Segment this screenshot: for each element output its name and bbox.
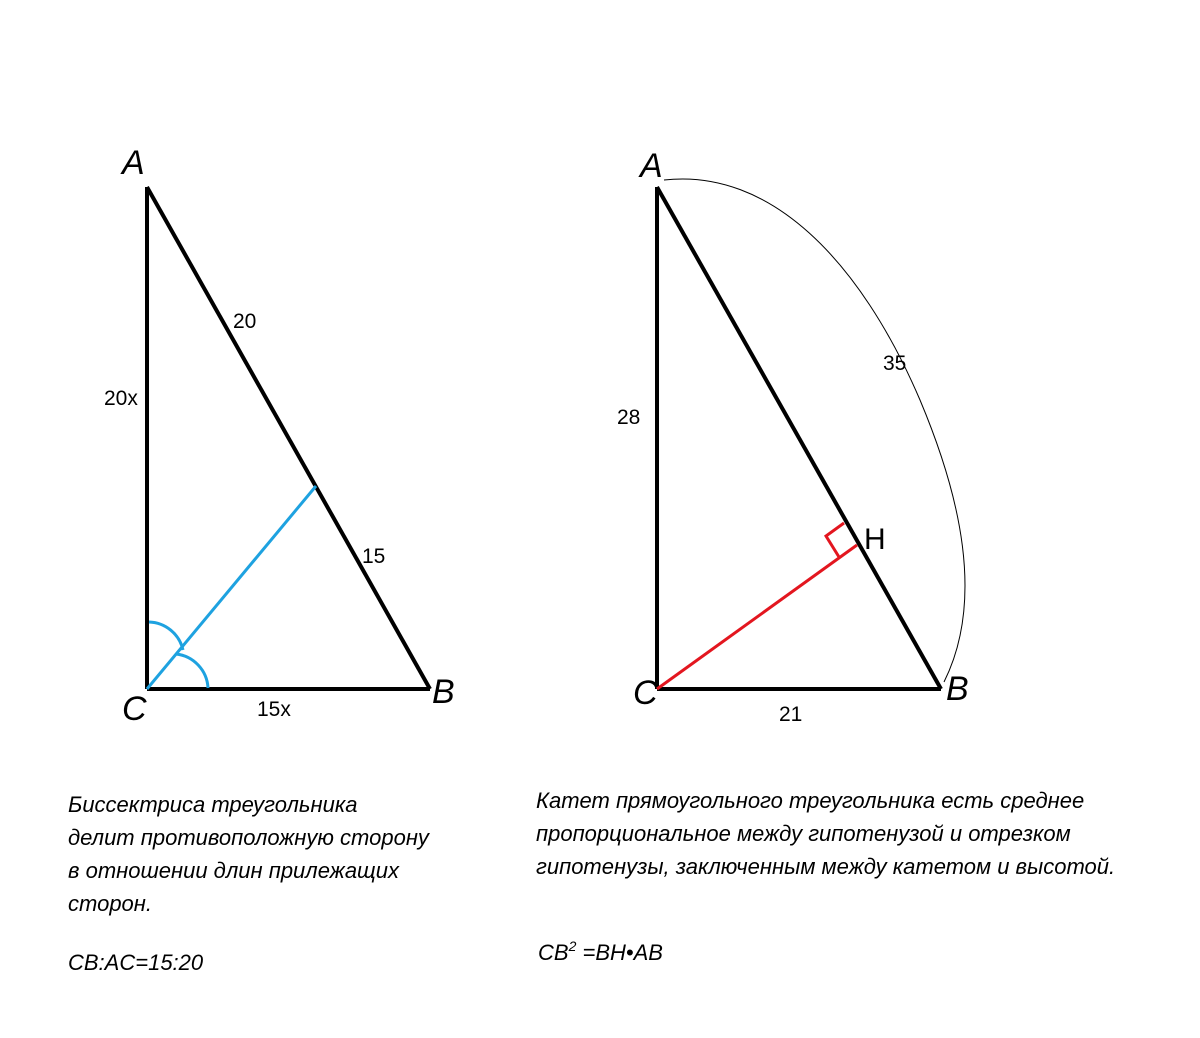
left-side-ac-label: 20x	[104, 387, 138, 410]
right-hypotenuse-arc	[664, 179, 965, 682]
bisector-theorem-caption	[68, 788, 498, 920]
left-vertex-c: C	[122, 690, 147, 728]
leg-proportion-caption	[536, 784, 1186, 883]
right-vertex-a: A	[640, 147, 663, 185]
caption-line: в отношении длин прилежащих	[68, 858, 400, 883]
leg-proportion-formula	[538, 930, 663, 969]
caption-line: пропорциональное между гипотенузой и отрезком	[536, 821, 1071, 846]
caption-line: сторон.	[68, 891, 153, 916]
formula-rhs: =BH•AB	[576, 940, 663, 965]
left-angle-arc-lower	[176, 654, 208, 688]
formula-lhs: CB	[538, 940, 569, 965]
left-hypotenuse-ab	[147, 187, 430, 689]
right-foot-h: H	[864, 523, 886, 556]
right-side-cb-label: 21	[779, 703, 803, 726]
left-side-cb-label: 15x	[257, 698, 291, 721]
right-height-ch	[657, 545, 857, 689]
left-triangle	[104, 144, 455, 728]
right-hypotenuse-ab	[657, 187, 941, 689]
right-hypotenuse-label: 35	[883, 352, 907, 375]
left-segment-lower-label: 15	[362, 545, 386, 568]
left-segment-upper-label: 20	[233, 310, 257, 333]
caption-line: делит противоположную сторону	[68, 825, 429, 850]
right-vertex-b: B	[946, 670, 969, 708]
formula-exponent: 2	[568, 938, 577, 954]
right-vertex-c: C	[633, 674, 658, 712]
right-triangle	[617, 147, 969, 726]
left-angle-arc-upper	[149, 622, 183, 650]
caption-line: Катет прямоугольного треугольника есть среднее	[536, 788, 1085, 813]
left-bisector	[147, 486, 316, 689]
bisector-ratio-relation: CB:AC=15:20	[68, 950, 204, 975]
left-vertex-b: B	[432, 673, 455, 711]
right-angle-marker	[826, 523, 844, 557]
left-vertex-a: A	[122, 144, 145, 182]
right-side-ac-label: 28	[617, 406, 641, 429]
caption-line: гипотенузы, заключенным между катетом и высотой.	[536, 854, 1116, 879]
caption-line: Биссектриса треугольника	[68, 792, 358, 817]
